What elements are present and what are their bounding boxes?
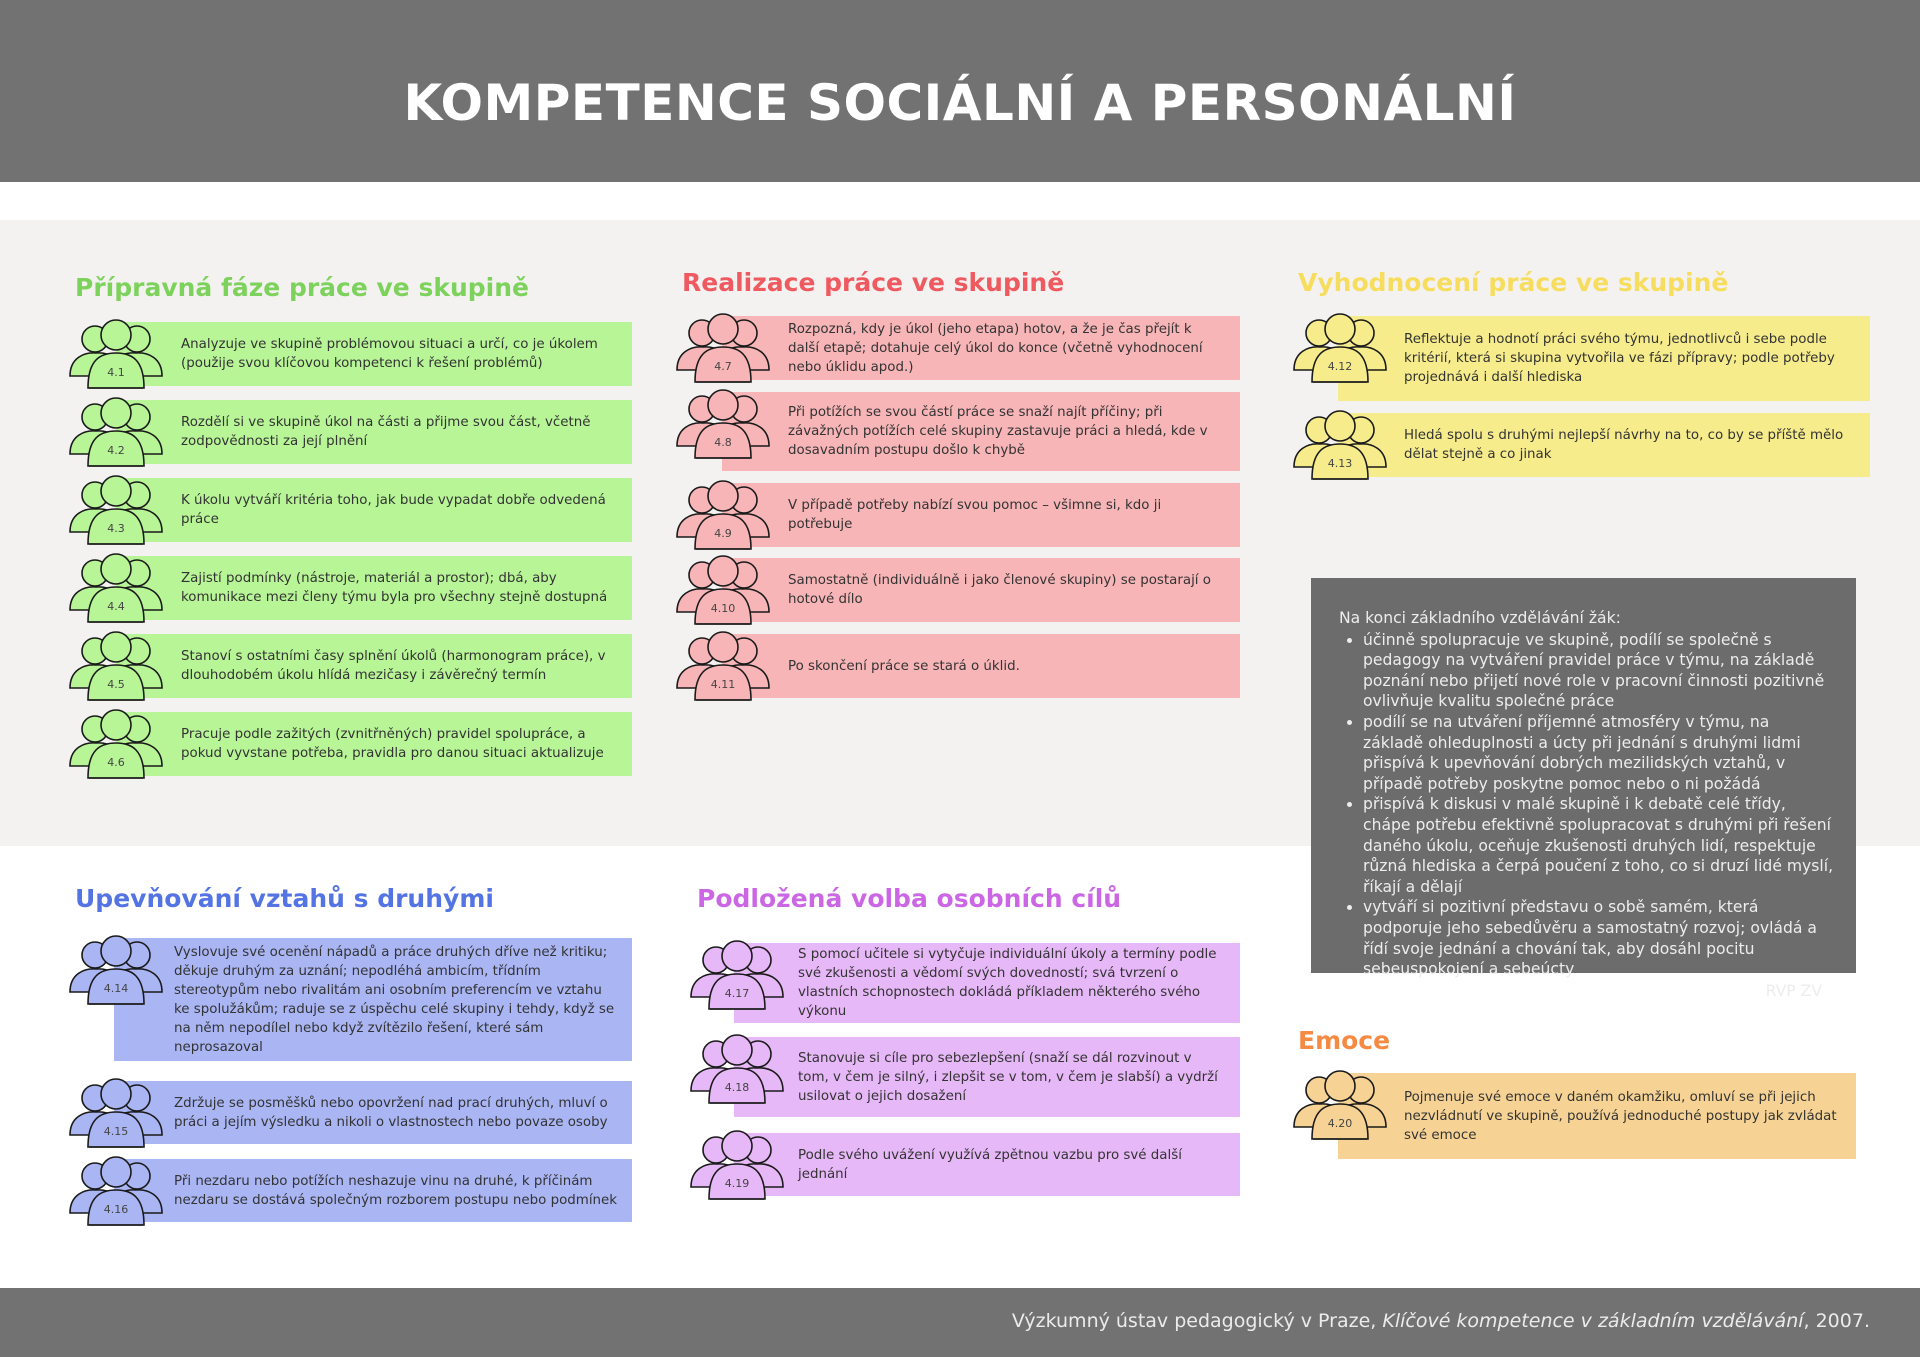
group-of-people-icon [68, 706, 164, 782]
footer-prefix: Výzkumný ústav pedagogický v Praze, [1011, 1310, 1383, 1332]
competence-number: 4.11 [710, 678, 736, 691]
competence-number: 4.1 [107, 366, 125, 379]
group-of-people-icon [689, 937, 785, 1013]
group-of-people-icon [675, 552, 771, 628]
competence-text: Po skončení práce se stará o úklid. [788, 658, 1020, 674]
group-of-people-icon [68, 316, 164, 392]
competence-number: 4.3 [107, 522, 125, 535]
competence-number: 4.8 [714, 436, 732, 449]
competence-number: 4.19 [724, 1177, 750, 1190]
competence-text: Zajistí podmínky (nástroje, materiál a prostor); dbá, aby komunikace mezi členy týmu byla pro všechny stejně dostupná [181, 571, 608, 605]
competence-text: Rozdělí si ve skupině úkol na části a přijme svou část, včetně zodpovědnosti za její plnění [181, 415, 591, 449]
footer-citation [1012, 1310, 1870, 1332]
competence-text: Při nezdaru nebo potížích neshazuje vinu na druhé, k příčinám nezdaru se dostává společným rozborem postupu nebo podmínek [174, 1173, 618, 1208]
competence-number: 4.9 [714, 527, 732, 540]
section-title-goals: Podložená volba osobních cílů [697, 884, 1122, 913]
competence-text: Stanoví s ostatními časy splnění úkolů (harmonogram práce), v dlouhodobém úkolu hlídá mezičasy i závěrečný termín [181, 649, 606, 683]
competence-number: 4.18 [724, 1081, 750, 1094]
competence-text: S pomocí učitele si vytyčuje individuální úkoly a termíny podle své zkušenosti a vědomí svých dovedností; svá tvrzení o vlastních schopnostech dokládá příkladem některého svého výkonu [798, 947, 1217, 1019]
competence-number: 4.13 [1327, 457, 1353, 470]
group-of-people-icon [689, 1031, 785, 1107]
summary-bullet: • podílí se na utváření příjemné atmosféry v týmu, na základě ohleduplnosti a úcty při jednání s druhými lidmi přispívá k upevňování dobrých mezilidských vztahů, v případě potřeby poskytne pomoc nebo o ni požádá [1363, 712, 1834, 794]
competence-number: 4.2 [107, 444, 125, 457]
competence-number: 4.20 [1327, 1117, 1353, 1130]
competence-text: Rozpozná, kdy je úkol (jeho etapa) hotov, a že je čas přejít k další etapě; dotahuje celý úkol do konce (včetně vyhodnocení nebo úklidu apod.) [788, 321, 1203, 375]
section-title-realization: Realizace práce ve skupině [682, 268, 1065, 297]
competence-text: Vyslovuje své ocenění nápadů a práce druhých dříve než kritiku; děkuje druhým za uznání; nepodléhá ambicím, třídním stereotypům nebo rivalitám ani osobním preferencím ve vztahu ke spolužákům; raduje se z úspěchu celé skupiny i tehdy, když se na něm nepodílel nebo když zvítězilo řešení, které sám neprosazoval [174, 944, 615, 1055]
competence-number: 4.16 [103, 1203, 129, 1216]
competence-number: 4.15 [103, 1125, 129, 1138]
competence-number: 4.5 [107, 678, 125, 691]
group-of-people-icon [675, 386, 771, 462]
competence-text: Zdržuje se posměšků nebo opovržení nad prací druhých, mluví o práci a jejím výsledku a nikoli o vlastnostech nebo povaze osoby [174, 1095, 608, 1130]
competence-number: 4.10 [710, 602, 736, 615]
competence-text: Pracuje podle zažitých (zvnitřněných) pravidel spolupráce, a pokud vyvstane potřeba, pravidla pro danou situaci aktualizuje [181, 727, 604, 761]
summary-source: RVP ZV [1765, 981, 1822, 1000]
section-title-relations: Upevňování vztahů s druhými [75, 884, 494, 913]
group-of-people-icon [1292, 1067, 1388, 1143]
summary-bullet: • přispívá k diskusi v malé skupině i k debatě celé třídy, chápe potřebu efektivně spolupracovat s druhými při řešení daného úkolu, oceňuje zkušenosti druhých lidí, respektuje různá hlediska a čerpá poučení z toho, co si druzí lidé myslí, říkají a dělají [1363, 794, 1834, 897]
competence-text: Samostatně (individuálně i jako členové skupiny) se postarají o hotové dílo [788, 573, 1211, 607]
competence-text: Podle svého uvážení využívá zpětnou vazbu pro své další jednání [798, 1147, 1182, 1182]
competence-text: V případě potřeby nabízí svou pomoc – všimne si, kdo ji potřebuje [788, 498, 1162, 532]
competence-number: 4.7 [714, 360, 732, 373]
footer-suffix: , 2007. [1803, 1310, 1870, 1332]
competence-number: 4.4 [107, 600, 125, 613]
section-title-evaluation: Vyhodnocení práce ve skupině [1298, 268, 1729, 297]
header-bar [0, 0, 1920, 182]
rvp-summary-box [1311, 578, 1856, 1000]
competence-number: 4.12 [1327, 360, 1353, 373]
competence-text: Pojmenuje své emoce v daném okamžiku, omluví se při jejich nezvládnutí ve skupině, používá jednoduché postupy jak zvládat své emoce [1404, 1089, 1837, 1143]
competence-text: Analyzuje ve skupině problémovou situaci a určí, co je úkolem (použije svou klíčovou kompetenci k řešení problémů) [181, 337, 598, 371]
group-of-people-icon [1292, 407, 1388, 483]
group-of-people-icon [68, 550, 164, 626]
summary-list [1339, 630, 1834, 980]
group-of-people-icon [68, 472, 164, 548]
summary-intro: Na konci základního vzdělávání žák: [1339, 609, 1621, 627]
summary-bullet: • vytváří si pozitivní představu o sobě samém, která podporuje jeho sebedůvěru a samostatný rozvoj; ovládá a řídí svoje jednání a chování tak, aby dosáhl pocitu sebeuspokojení a sebeúcty [1363, 897, 1834, 979]
group-of-people-icon [68, 932, 164, 1008]
footer-title: Klíčové kompetence v základním vzdělávání [1382, 1310, 1804, 1332]
competence-text: Reflektuje a hodnotí práci svého týmu, jednotlivců i sebe podle kritérií, která si skupina vytvořila ve fázi přípravy; podle potřeby projednává i další hlediska [1404, 332, 1835, 385]
competence-text: Hledá spolu s druhými nejlepší návrhy na to, co by se příště mělo dělat stejně a co jinak [1404, 428, 1844, 462]
page-title: KOMPETENCE SOCIÁLNÍ A PERSONÁLNÍ [403, 74, 1517, 132]
competence-text: Stanovuje si cíle pro sebezlepšení (snaží se dál rozvinout v tom, v čem je silný, i zlepšit se v tom, v čem je slabší) a vydrží usilovat o jejich dosažení [798, 1050, 1218, 1104]
section-title-preparation: Přípravná fáze práce ve skupině [75, 273, 529, 302]
group-of-people-icon [68, 628, 164, 704]
competence-number: 4.6 [107, 756, 125, 769]
group-of-people-icon [689, 1127, 785, 1203]
group-of-people-icon [675, 310, 771, 386]
competence-text: Při potížích se svou částí práce se snaží najít příčiny; při závažných potížích celé skupiny zastavuje práci a hledá, kde v dosavadním postupu došlo k chybě [788, 405, 1208, 458]
section-title-emotions: Emoce [1298, 1026, 1391, 1055]
summary-bullet: • účinně spolupracuje ve skupině, podílí se společně s pedagogy na vytváření pravidel práce v týmu, na základě poznání nebo přijetí nové role v pracovní činnosti pozitivně ovlivňuje kvalitu společné práce [1363, 630, 1834, 712]
competence-number: 4.14 [103, 982, 129, 995]
group-of-people-icon [675, 477, 771, 553]
group-of-people-icon [68, 394, 164, 470]
group-of-people-icon [675, 628, 771, 704]
competence-text: K úkolu vytváří kritéria toho, jak bude vypadat dobře odvedená práce [181, 493, 606, 527]
footer-bar [0, 1288, 1920, 1357]
group-of-people-icon [68, 1075, 164, 1151]
group-of-people-icon [1292, 310, 1388, 386]
group-of-people-icon [68, 1153, 164, 1229]
competence-number: 4.17 [724, 987, 750, 1000]
